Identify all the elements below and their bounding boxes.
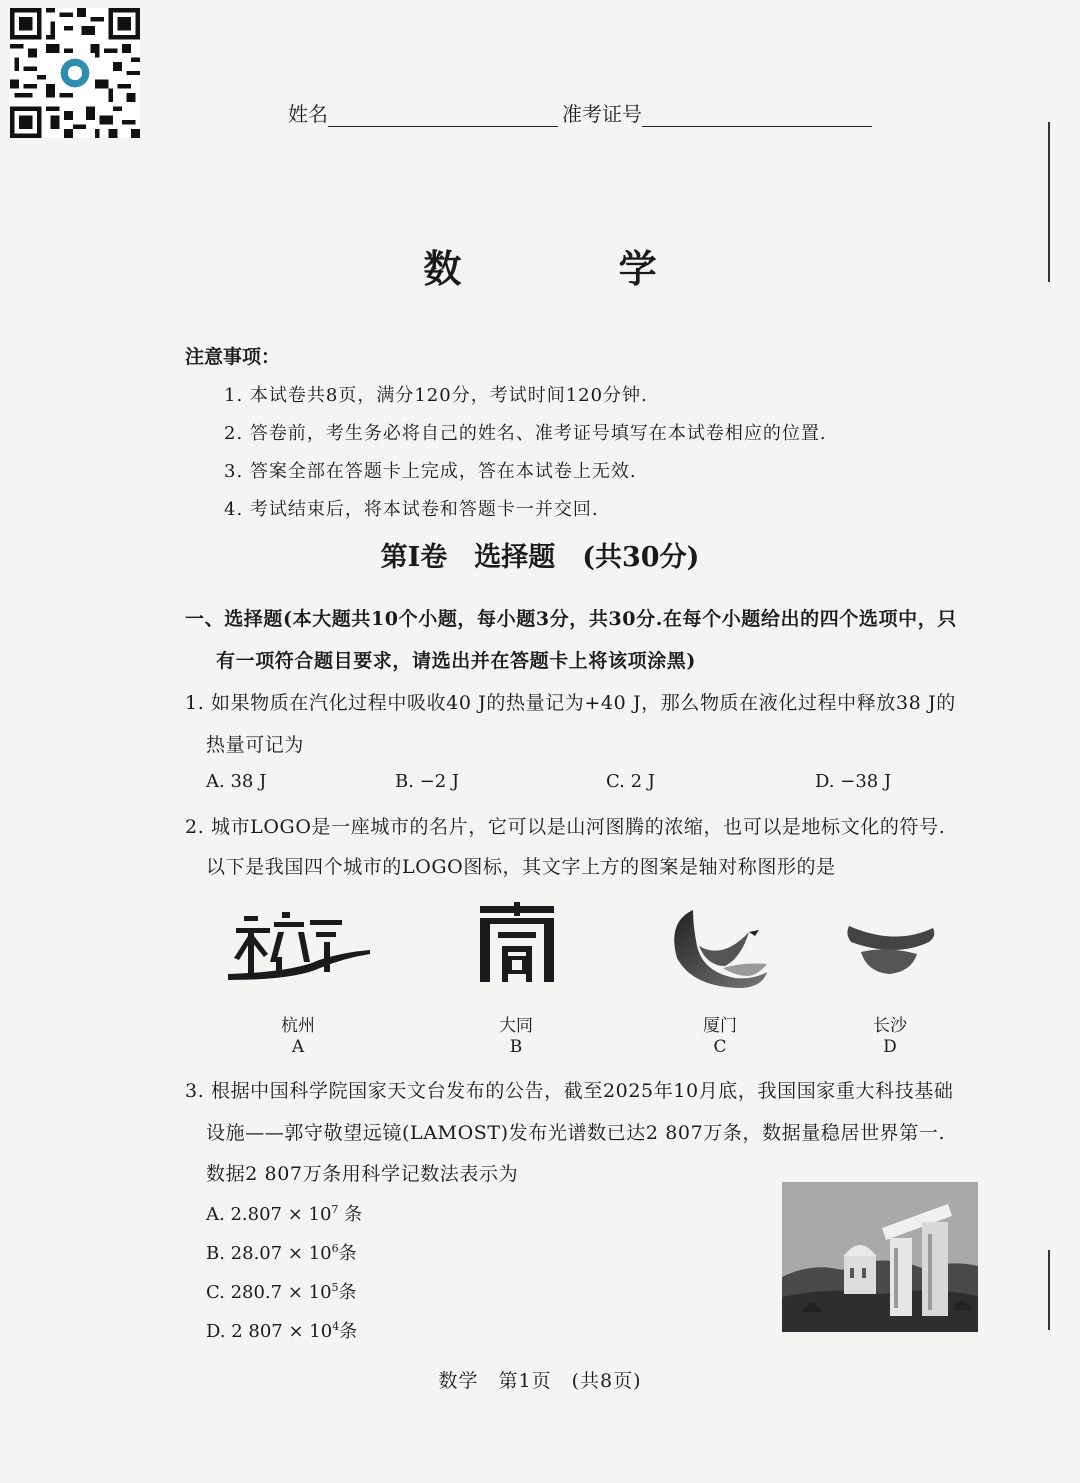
logo-caption-b: 大同 bbox=[499, 1016, 533, 1036]
logo-letter-b: B bbox=[509, 1037, 523, 1057]
question-1-option-d: D. −38 J bbox=[815, 771, 892, 792]
question-3-option-a: A. $2.807 \times 10^7$ 条 bbox=[206, 1203, 363, 1225]
page-title: 数 学 bbox=[423, 246, 729, 291]
lamost-telescope-photo bbox=[782, 1182, 978, 1332]
scan-edge-mark bbox=[1048, 122, 1050, 282]
question-2-stem-line2: 以下是我国四个城市的LOGO图标，其文字上方的图案是轴对称图形的是 bbox=[206, 856, 836, 878]
scan-edge-mark bbox=[1048, 1250, 1050, 1330]
question-3-option-d: D. 2 $807 \times 10^4$条 bbox=[206, 1320, 358, 1342]
part1-instruction-line2: 有一项符合题目要求，请选出并在答题卡上将该项涂黑) bbox=[216, 650, 696, 672]
notice-item: 1. 本试卷共8页，满分120分，考试时间120分钟. bbox=[224, 385, 648, 406]
notice-item: 4. 考试结束后，将本试卷和答题卡一并交回. bbox=[224, 499, 599, 520]
changsha-logo-icon bbox=[815, 902, 965, 992]
question-1-option-b: B. −2 J bbox=[395, 771, 460, 792]
name-field bbox=[288, 98, 558, 127]
logo-letter-c: C bbox=[713, 1037, 727, 1057]
question-3-stem-line2: 设施——郭守敬望远镜(LAMOST)发布光谱数已达2 807万条，数据量稳居世界第一. bbox=[206, 1122, 946, 1144]
name-blank bbox=[328, 104, 558, 127]
part1-instruction-line1: 一、选择题(本大题共10个小题，每小题3分，共30分.在每个小题给出的四个选项中，只 bbox=[185, 608, 957, 630]
qr-code-icon bbox=[10, 8, 140, 138]
question-3-stem-line3: 数据2 807万条用科学记数法表示为 bbox=[206, 1163, 519, 1185]
xiamen-logo-icon bbox=[663, 902, 813, 992]
exam-number-field bbox=[562, 98, 872, 127]
question-1-option-a: A. 38 J bbox=[206, 771, 267, 792]
logo-caption-d: 长沙 bbox=[873, 1016, 907, 1036]
page-footer: 数学 第1页 (共8页) bbox=[438, 1370, 642, 1392]
logo-letter-d: D bbox=[883, 1037, 897, 1057]
hangzhou-logo-icon bbox=[224, 902, 374, 992]
notice-item: 3. 答案全部在答题卡上完成，答在本试卷上无效. bbox=[224, 461, 637, 482]
notice-item: 2. 答卷前，考生务必将自己的姓名、准考证号填写在本试卷相应的位置. bbox=[224, 423, 827, 444]
question-1-stem-line1: 1. 如果物质在汽化过程中吸收40 J的热量记为+40 J，那么物质在液化过程中释放38 J的 bbox=[185, 692, 956, 714]
question-1-stem-line2: 热量可记为 bbox=[206, 734, 305, 756]
logo-letter-a: A bbox=[291, 1037, 305, 1057]
question-1-option-c: C. 2 J bbox=[606, 771, 655, 792]
logo-caption-c: 厦门 bbox=[703, 1016, 737, 1036]
notice-heading: 注意事项： bbox=[185, 346, 281, 368]
datong-logo-icon bbox=[442, 902, 592, 992]
exam-number-label: 准考证号 bbox=[562, 102, 642, 126]
logo-caption-a: 杭州 bbox=[281, 1016, 315, 1036]
question-3-option-b: B. $28.07 \times 10^6$条 bbox=[206, 1242, 357, 1264]
question-3-option-c: C. $280.7 \times 10^5$条 bbox=[206, 1281, 357, 1303]
question-2-stem-line1: 2. 城市LOGO是一座城市的名片，它可以是山河图腾的浓缩，也可以是地标文化的符号. bbox=[185, 816, 946, 838]
section-title: 第Ⅰ卷 选择题 (共30分) bbox=[380, 542, 700, 573]
name-label: 姓名 bbox=[288, 102, 328, 126]
question-3-stem-line1: 3. 根据中国科学院国家天文台发布的公告，截至2025年10月底，我国国家重大科技基础 bbox=[185, 1080, 954, 1102]
exam-number-blank bbox=[642, 104, 872, 127]
